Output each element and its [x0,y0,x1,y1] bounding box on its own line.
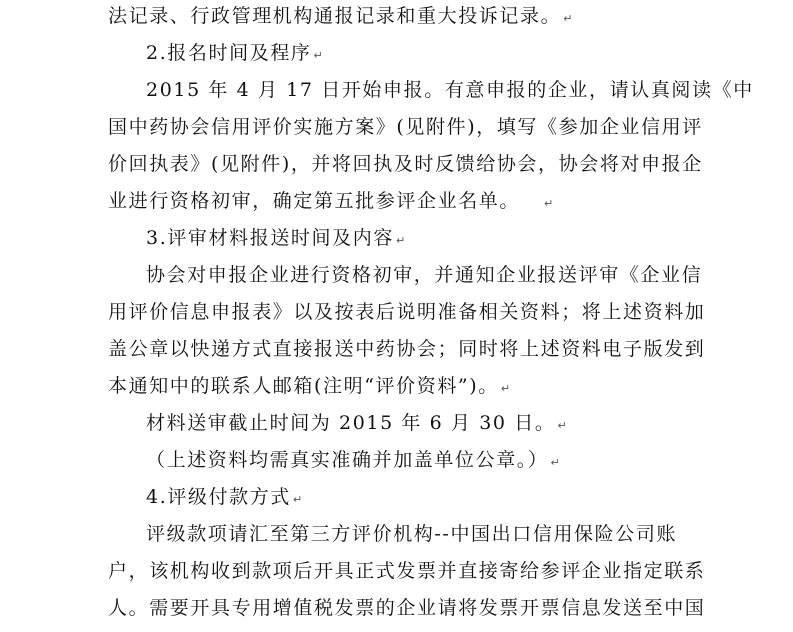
line-text: 本通知中的联系人邮箱(注明“评价资料”)。 [108,375,499,397]
text-line-17 [108,592,705,624]
paragraph-mark-icon: ↵ [550,456,560,469]
text-line-16 [108,555,705,587]
line-text: 4.评级付款方式 [146,486,291,508]
line-text: 法记录、行政管理机构通报记录和重大投诉记录。 [108,5,562,27]
paragraph-mark-icon: ↵ [544,197,554,210]
section-heading-payment [146,481,302,513]
text-line-15 [146,518,677,550]
text-line-1 [108,0,572,32]
paragraph-mark-icon: ↵ [395,234,406,247]
section-heading-registration [146,37,323,69]
line-text: 3.评审材料报送时间及内容 [146,227,394,249]
paragraph-mark-icon: ↵ [313,49,323,62]
line-text: 协会对申报企业进行资格初审，并通知企业报送评审《企业信 [146,264,703,286]
line-text: 业进行资格初审，确定第五批参评企业名单。 [108,190,521,212]
line-text: 材料送审截止时间为 2015 年 6 月 30 日。 [146,412,556,434]
text-line-10 [108,333,705,365]
paragraph-mark-icon: ↵ [557,419,567,432]
text-line-9 [108,296,705,328]
paragraph-mark-icon: ↵ [500,382,511,395]
line-text: 人。需要开具专用增值税发票的企业请将发票开票信息发送至中国 [108,597,706,619]
text-line-8 [146,259,702,291]
text-line-13 [146,444,560,476]
text-line-12 [146,407,567,439]
paragraph-mark-icon: ↵ [292,493,303,506]
line-text: 盖公章以快递方式直接报送中药协会；同时将上述资料电子版发到 [108,338,706,360]
line-text: 2015 年 4 月 17 日开始申报。有意申报的企业，请认真阅读《中 [146,79,754,101]
text-line-4 [108,111,703,143]
text-line-5 [108,148,703,180]
line-text: 评级款项请汇至第三方评价机构--中国出口信用保险公司账 [146,523,678,545]
text-line-3 [146,74,754,106]
line-text: 户，该机构收到款项后开具正式发票并直接寄给参评企业指定联系 [108,560,706,582]
text-line-11 [108,370,510,402]
section-heading-materials [146,222,405,254]
line-text: 国中药协会信用评价实施方案》(见附件)，填写《参加企业信用评 [108,116,703,138]
line-text: 用评价信息申报表》以及按表后说明准备相关资料；将上述资料加 [108,301,706,323]
line-text: 2.报名时间及程序 [146,42,312,64]
line-text: （上述资料均需真实准确并加盖单位公章。） [146,449,549,471]
line-text: 价回执表》(见附件)，并将回执及时反馈给协会，协会将对申报企 [108,153,703,175]
paragraph-mark-icon: ↵ [563,12,573,25]
text-line-6 [108,185,553,217]
